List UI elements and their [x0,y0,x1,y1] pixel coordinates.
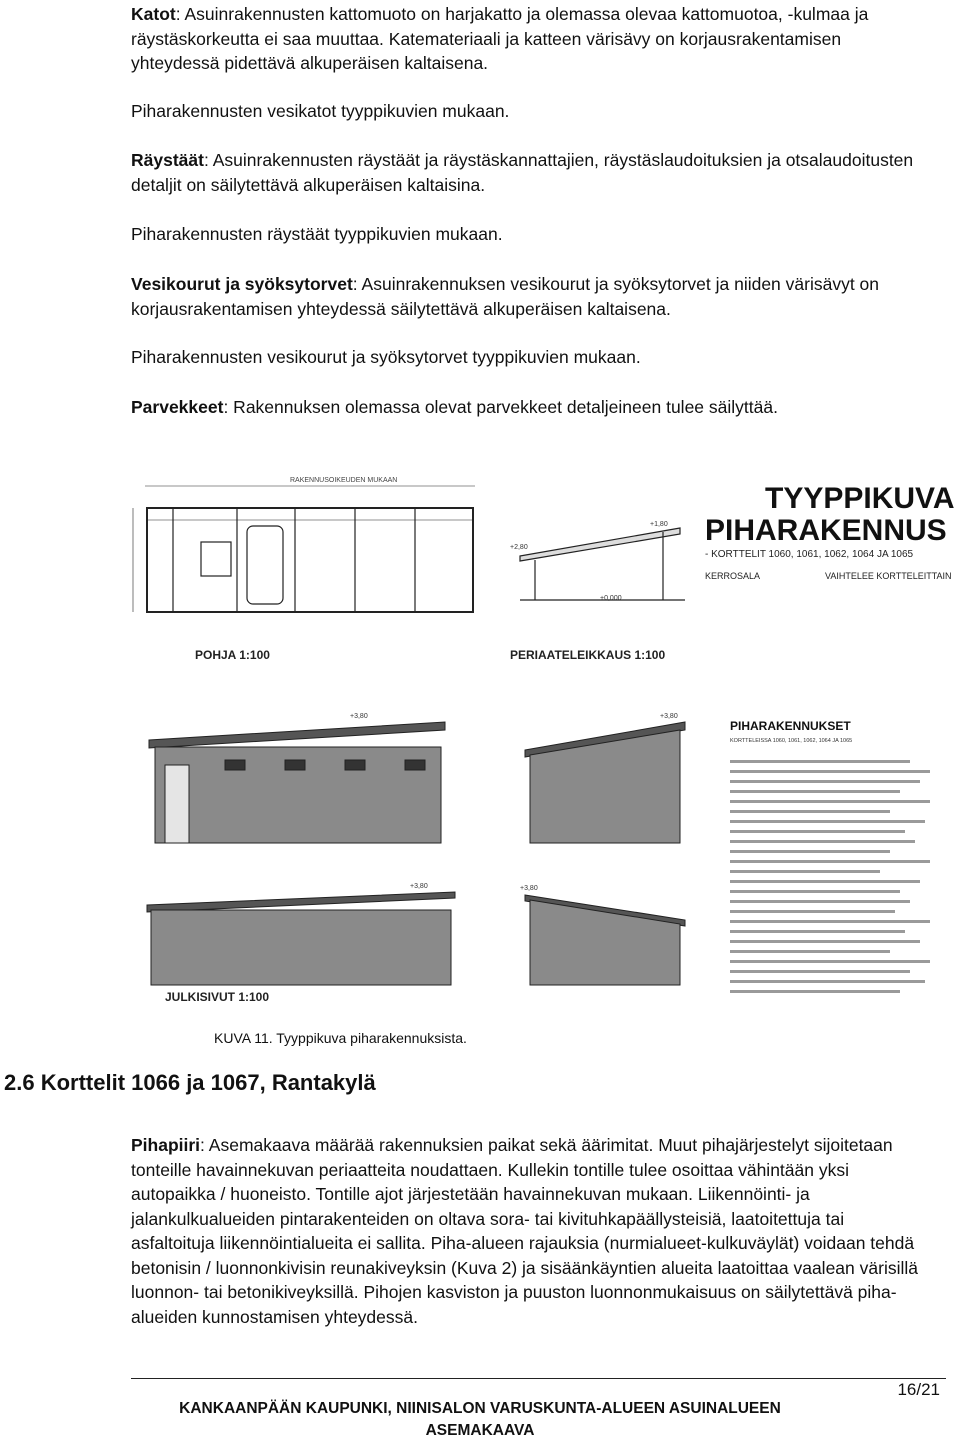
level-mark: +3,80 [410,883,428,890]
type-drawing-figure [125,460,960,1020]
paragraph-piha-vesikourut [131,345,931,370]
paragraph-piha-vesikatot [131,99,931,124]
level-mark: +3,80 [660,713,678,720]
section-drawing [510,521,685,602]
term-vesikourut: Vesikourut ja syöksytorvet [131,274,353,294]
level-mark: +3,80 [520,885,538,892]
section-heading: 2.6 Korttelit 1066 ja 1067, Rantakylä [4,1070,376,1095]
text-katot: : Asuinrakennusten kattomuoto on harjakatto ja olemassa olevaa kattomuotoa, -kulmaa ja räystäskorkeutta ei saa muuttaa. Katemateriaali ja katteen värisävy on korjausrakentamisen yhteydessä pidettävä alkuperäisen kaltaisena. [131,4,869,73]
text-parvekkeet: : Rakennuksen olemassa olevat parvekkeet detaljeineen tulee säilyttää. [223,397,778,417]
elevation-back [147,883,455,985]
footer-line-1: KANKAANPÄÄN KAUPUNKI, NIINISALON VARUSKUNTA-ALUEEN ASUINALUEEN [179,1400,781,1417]
text-piha-raystaat: Piharakennusten räystäät tyyppikuvien mukaan. [131,224,503,244]
paragraph-katot [131,2,931,76]
notes-subtitle: KORTTELEISSA 1060, 1061, 1062, 1064 JA 1065 [730,738,853,744]
floor-plan-drawing [133,477,475,612]
level-mark: +0,000 [600,595,622,602]
title-vaihtelee: VAIHTELEE KORTTELEITTAIN [825,571,952,581]
footer-line-2: ASEMAKAAVA [425,1422,535,1439]
paragraph-raystaat [131,148,931,197]
text-pihapiiri: : Asemakaava määrää rakennuksien paikat sekä äärimitat. Muut pihajärjestelyt sijoitetaan tonteille havainnekuvan periaatteita noudattaen. Kullekin tontille tulee osoittaa vähintään yksi autopaikka / huoneisto. Tontille ajot järjestetään havainnekuvan mukaan. Liikennöinti- ja jalankulkualueiden pintarakenteiden on oltava sora- tai kivituhkapäällysteisiä, laatoitettuja tai asfaltoituja liikennöintialueita ei sallita. Piha-alueen rajauksia (nurmialueet-kulkuväylät) voidaan tehdä betonisin / luonnonkivisin reunakiveyksin (Kuva 2) ja sisäänkäyntien alueita laatoittaa vaalean värisillä luonnon- tai betonikiveyksillä. Pihojen kasviston ja puuston luonnonmukaisuus on säilytettävä piha-alueiden kunnostamisen yhteydessä. [131,1135,918,1327]
type-drawing-svg [125,460,960,1020]
paragraph-piha-raystaat [131,222,931,247]
text-raystaat: : Asuinrakennusten räystäät ja räystäskannattajien, räystäslaudoituksien ja otsalaudoitusten detaljit on säilytettävä alkuperäisen kaltaisina. [131,150,914,195]
term-katot: Katot [131,4,176,24]
elevation-scale-label: JULKISIVUT 1:100 [165,990,270,1004]
elevation-side-2 [520,885,685,985]
paragraph-vesikourut [131,272,931,321]
page-number: 16/21 [897,1380,940,1399]
paragraph-pihapiiri [131,1133,931,1329]
term-parvekkeet: Parvekkeet [131,397,224,417]
title-tyyppikuva: TYYPPIKUVA [765,482,955,515]
elevation-side [525,713,685,843]
notes-text-lines [730,760,930,993]
section-scale-label: PERIAATELEIKKAUS 1:100 [510,648,666,662]
level-mark: +3,80 [350,713,368,720]
plan-dimension-label: RAKENNUSOIKEUDEN MUKAAN [290,477,398,484]
title-korttelit: - KORTTELIT 1060, 1061, 1062, 1064 JA 1065 [705,549,914,560]
title-piharakennus: PIHARAKENNUS [705,514,947,547]
term-pihapiiri: Pihapiiri [131,1135,201,1155]
footer [0,1398,960,1442]
plan-scale-label: POHJA 1:100 [195,648,270,662]
text-vesikourut: : Asuinrakennuksen vesikourut ja syöksytorvet ja niiden värisävyt on korjausrakentamisen yhteydessä säilytettävä alkuperäisen kaltaisena. [131,274,880,319]
notes-block [730,719,930,993]
elevation-front [149,713,445,843]
text-piha-vesikatot: Piharakennusten vesikatot tyyppikuvien mukaan. [131,101,510,121]
text-piha-vesikourut: Piharakennusten vesikourut ja syöksytorvet tyyppikuvien mukaan. [131,347,641,367]
title-block [705,482,954,581]
notes-title: PIHARAKENNUKSET [730,719,851,733]
figure-caption: KUVA 11. Tyyppikuva piharakennuksista. [214,1030,467,1046]
paragraph-parvekkeet [131,395,931,420]
term-raystaat: Räystäät [131,150,204,170]
title-kerrosala: KERROSALA [705,571,761,581]
footer-divider [131,1378,946,1379]
level-mark: +1,80 [650,521,668,528]
level-mark: +2,80 [510,544,528,551]
